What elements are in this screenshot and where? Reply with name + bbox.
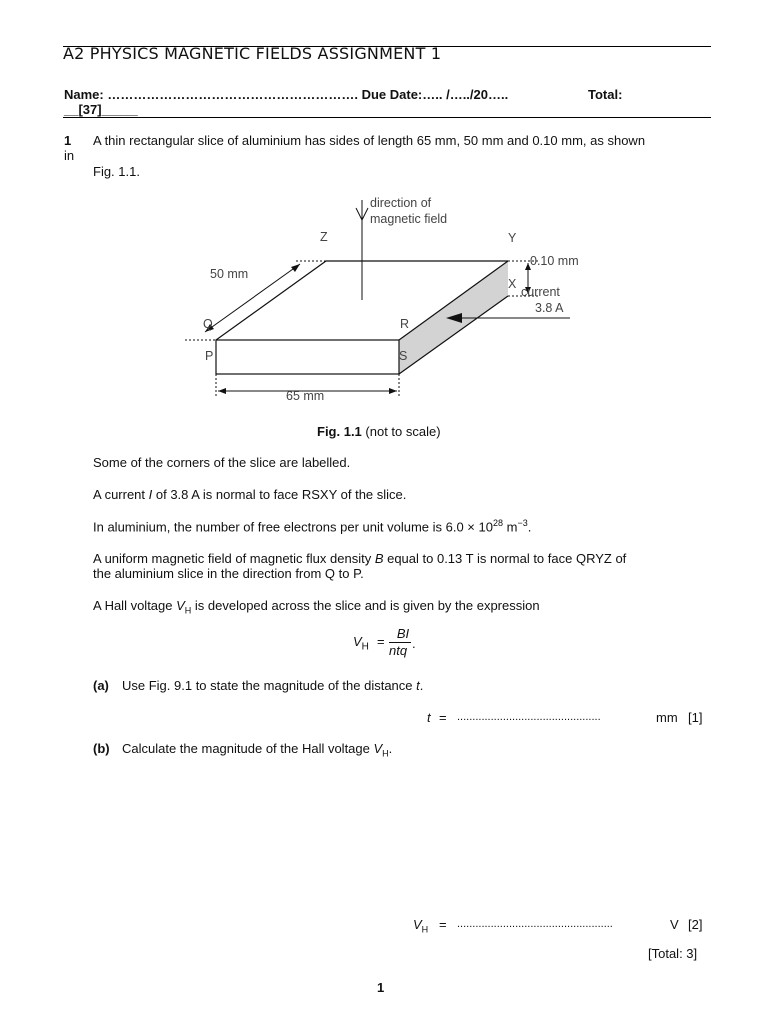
page-title: A2 PHYSICS MAGNETIC FIELDS ASSIGNMENT 1 xyxy=(63,44,442,63)
part-b-question: Calculate the magnitude of the Hall voltage $V_H$. xyxy=(122,741,393,759)
question-intro-line2: Fig. 1.1. xyxy=(93,164,140,179)
paragraph-current: A current I of 3.8 A is normal to face RSXY of the slice. xyxy=(93,487,407,502)
dimension-label-65mm: 65 mm xyxy=(286,389,325,403)
corner-label-p: P xyxy=(205,349,214,363)
formula-denominator: ntq xyxy=(389,643,408,658)
dim-50-arrow-b xyxy=(291,264,300,272)
total-value: __[37]_____ xyxy=(64,102,138,117)
current-label-line2: 3.8 A xyxy=(535,301,564,315)
part-b-answer-unit: V xyxy=(670,917,679,932)
question-intro-wrap: in xyxy=(64,148,75,163)
part-a-answer-line[interactable]: ............................................... xyxy=(457,711,601,723)
question-total: [Total: 3] xyxy=(648,946,698,961)
slice-diagram xyxy=(0,0,768,420)
paragraph-corners: Some of the corners of the slice are labelled. xyxy=(93,455,351,470)
question-number: 1 xyxy=(64,133,72,148)
dimension-label-50mm: 50 mm xyxy=(210,267,249,281)
corner-label-s: S xyxy=(399,349,408,363)
part-a-answer-variable: t xyxy=(427,710,431,725)
page-number: 1 xyxy=(377,980,385,995)
paragraph-field-line2: the aluminium slice in the direction from Q to P. xyxy=(93,566,364,581)
dimension-label-010mm: 0.10 mm xyxy=(530,254,579,268)
figure-caption-number: Fig. 1.1 xyxy=(317,424,362,439)
part-a-marks: [1] xyxy=(688,710,703,725)
paragraph-field-line1: A uniform magnetic field of magnetic flux density B equal to 0.13 T is normal to face QRYZ of xyxy=(93,551,627,566)
part-a-answer-unit: mm xyxy=(656,710,678,725)
corner-label-r: R xyxy=(400,317,410,331)
field-label-line2: magnetic field xyxy=(370,212,448,226)
part-b-answer-equals: = xyxy=(439,917,447,932)
field-label-line1: direction of xyxy=(370,196,432,210)
part-a-answer-equals: = xyxy=(439,710,447,725)
figure-caption xyxy=(317,424,441,439)
question-intro-line1: A thin rectangular slice of aluminium has sides of length 65 mm, 50 mm and 0.10 mm, as shown xyxy=(93,133,646,148)
paragraph-electron-density: In aluminium, the number of free electrons per unit volume is $6.0 \times 10^{28}$ $m^{-3}$. xyxy=(93,518,532,535)
dim-65-arrow-b xyxy=(389,388,397,394)
dim-65-arrow-a xyxy=(218,388,226,394)
paragraph-hall-voltage: A Hall voltage $V_H$ is developed across the slice and is given by the expression xyxy=(93,598,540,616)
corner-label-q: Q xyxy=(203,317,213,331)
corner-label-x: X xyxy=(508,277,517,291)
corner-label-y: Y xyxy=(508,231,517,245)
formula-numerator: BI xyxy=(396,626,410,641)
part-a-label: (a) xyxy=(93,678,109,693)
part-b-marks: [2] xyxy=(688,917,703,932)
corner-label-z: Z xyxy=(320,230,328,244)
part-b-answer-line[interactable]: ................................................... xyxy=(457,918,613,930)
front-face xyxy=(216,340,399,374)
formula-period: . xyxy=(412,636,416,651)
part-b-label: (b) xyxy=(93,741,110,756)
total-label: Total: xyxy=(588,87,623,102)
part-b-answer-variable: $V_H$ xyxy=(413,917,429,935)
formula-equals: = xyxy=(377,634,385,649)
name-due-date-line: Name: …………………………………………………. Due Date:….. /…../20….. xyxy=(64,87,509,102)
formula-lhs: $V_H$ xyxy=(353,634,369,653)
current-label-line1: current xyxy=(521,285,560,299)
part-a-question: Use Fig. 9.1 to state the magnitude of the distance t. xyxy=(122,678,424,693)
figure-caption-note: (not to scale) xyxy=(361,424,441,439)
